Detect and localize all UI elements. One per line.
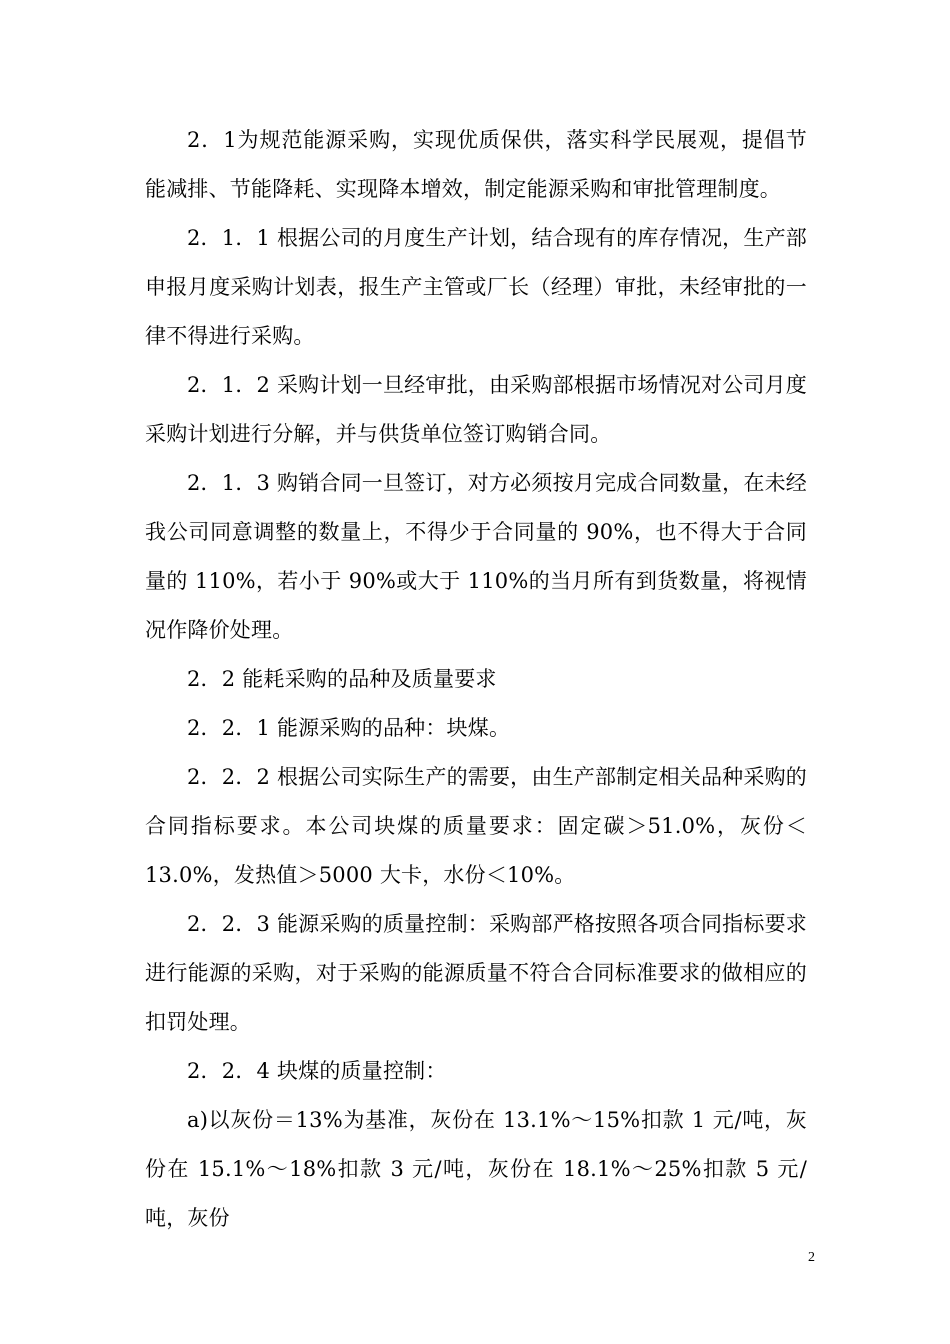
- page-number: 2: [808, 1250, 815, 1265]
- paragraph-2-1-3: 2．1．3 购销合同一旦签订，对方必须按月完成合同数量，在未经我公司同意调整的数量上，不得少于合同量的 90%，也不得大于合同量的 110%，若小于 90%或大于 110%的当月所有到货数量，将视情况作降价处理。: [145, 471, 807, 642]
- paragraph-2-2: 2．2 能耗采购的品种及质量要求: [187, 667, 497, 691]
- paragraph-2-2-2: 2．2．2 根据公司实际生产的需要，由生产部制定相关品种采购的合同指标要求。本公司块煤的质量要求：固定碳＞51.0%，灰份＜13.0%，发热值＞5000 大卡，水份＜10%。: [145, 765, 807, 887]
- paragraph-2-2-3: 2．2．3 能源采购的质量控制：采购部严格按照各项合同指标要求进行能源的采购，对于采购的能源质量不符合合同标准要求的做相应的扣罚处理。: [145, 912, 807, 1034]
- paragraph-2-1-2: 2．1．2 采购计划一旦经审批，由采购部根据市场情况对公司月度采购计划进行分解，并与供货单位签订购销合同。: [145, 373, 807, 446]
- paragraph-2-2-4: 2．2．4 块煤的质量控制：: [187, 1059, 447, 1083]
- paragraph-2-1-1: 2．1．1 根据公司的月度生产计划，结合现有的库存情况，生产部申报月度采购计划表，报生产主管或厂长（经理）审批，未经审批的一律不得进行采购。: [145, 226, 807, 348]
- paragraph-2-1: 2．1为规范能源采购，实现优质保供，落实科学民展观，提倡节能减排、节能降耗、实现降本增效，制定能源采购和审批管理制度。: [145, 128, 807, 201]
- document-body: [145, 116, 807, 1243]
- paragraph-2-2-1: 2．2．1 能源采购的品种：块煤。: [187, 716, 511, 740]
- paragraph-a: a)以灰份＝13%为基准，灰份在 13.1%～15%扣款 1 元/吨，灰份在 15.1%～18%扣款 3 元/吨，灰份在 18.1%～25%扣款 5 元/吨，灰份: [145, 1108, 807, 1230]
